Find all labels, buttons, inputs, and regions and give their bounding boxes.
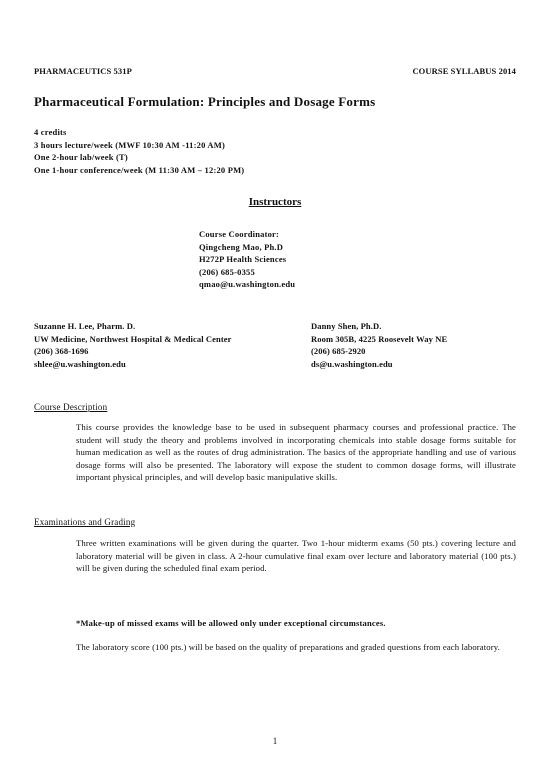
- header-course: PHARMACEUTICS 531P: [34, 66, 132, 76]
- instructors-heading-wrap: [0, 192, 550, 210]
- coordinator-role: Course Coordinator:: [199, 229, 280, 239]
- course-description-heading: Course Description: [34, 402, 108, 412]
- exams-heading: Examinations and Grading: [34, 517, 136, 527]
- makeup-note: *Make-up of missed exams will be allowed only under exceptional circumstances.: [76, 618, 386, 628]
- running-header: [34, 66, 516, 76]
- coordinator-office: H272P Health Sciences: [199, 254, 287, 265]
- info-conference: One 1-hour conference/week (M 11:30 AM – 12:20 PM): [34, 164, 245, 175]
- info-credits: 4 credits: [34, 127, 67, 137]
- coordinator-phone: (206) 685-0355: [199, 266, 255, 277]
- instructor-lee-affiliation: UW Medicine, Northwest Hospital & Medical Center: [34, 333, 232, 344]
- instructor-lee-email: shlee@u.washington.edu: [34, 358, 126, 369]
- instructor-lee: [34, 320, 232, 370]
- instructor-shen-phone: (206) 685-2920: [311, 346, 366, 357]
- lab-score-text: The laboratory score (100 pts.) will be based on the quality of preparations and graded questions from each laboratory.: [76, 642, 500, 652]
- instructors-heading: Instructors: [248, 196, 302, 208]
- info-lab: One 2-hour lab/week (T): [34, 152, 128, 162]
- instructor-shen-name: Danny Shen, Ph.D.: [311, 321, 382, 331]
- exams-text: Three written examinations will be given during the quarter. Two 1-hour midterm exams (50 pts.) covering lecture and laboratory material will be given in class. A 2-hour cumulative final exam over lecture and laboratory material (100 pts.) will be given during the scheduled final exam period.: [76, 538, 516, 573]
- coordinator-email: qmao@u.washington.edu: [199, 279, 296, 290]
- coordinator-name: Qingcheng Mao, Ph.D: [199, 241, 284, 252]
- page-number: 1: [272, 736, 278, 746]
- instructor-shen-affiliation: Room 305B, 4225 Roosevelt Way NE: [311, 333, 448, 344]
- course-info: [34, 126, 244, 176]
- course-description-text: This course provides the knowledge base to be used in subsequent pharmacy courses and professional practice. The student will study the theory and problems involved in incorporating chemicals into stable dosage forms suitable for human medication as well as the routes of drug administration. The basics of the appropriate handling and use of various dosage forms will also be presented. The laboratory will expose the student to common dosage forms, will illustrate important physical principles, and will develop basic manipulative skills.: [76, 422, 516, 482]
- instructor-lee-phone: (206) 368-1696: [34, 346, 89, 357]
- info-lecture: 3 hours lecture/week (MWF 10:30 AM -11:20 AM): [34, 139, 226, 150]
- instructor-shen: [311, 320, 447, 370]
- instructor-shen-email: ds@u.washington.edu: [311, 358, 393, 369]
- instructor-lee-name: Suzanne H. Lee, Pharm. D.: [34, 321, 136, 331]
- header-label: COURSE SYLLABUS 2014: [412, 66, 516, 76]
- course-coordinator: [199, 228, 295, 291]
- course-title: Pharmaceutical Formulation: Principles and Dosage Forms: [34, 94, 376, 109]
